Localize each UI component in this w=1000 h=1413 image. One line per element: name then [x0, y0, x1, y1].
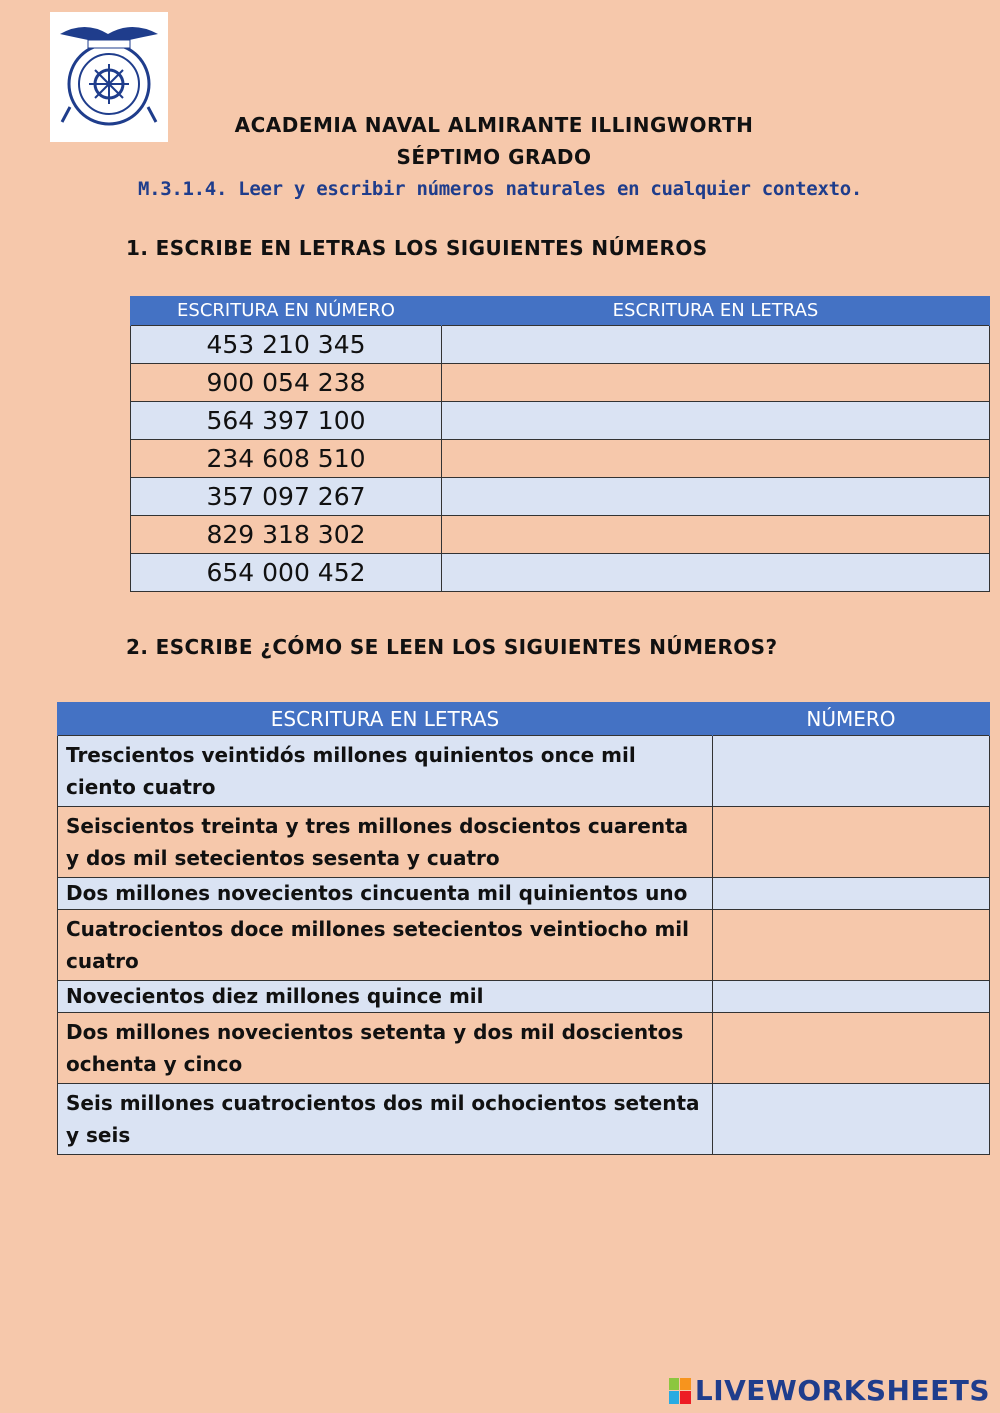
- answer-words-field[interactable]: [442, 478, 990, 516]
- words-cell: Novecientos diez millones quince mil: [58, 981, 713, 1013]
- answer-words-field[interactable]: [442, 364, 990, 402]
- table-row: [58, 1084, 990, 1155]
- answer-words-field[interactable]: [442, 554, 990, 592]
- answer-words-field[interactable]: [442, 516, 990, 554]
- table-row: [58, 878, 990, 910]
- answer-number-field[interactable]: [713, 878, 990, 910]
- table-row: [131, 440, 990, 478]
- logo-square: [680, 1378, 691, 1391]
- objective-text: M.3.1.4. Leer y escribir números naturales en cualquier contexto.: [137, 178, 863, 200]
- table-row: [131, 478, 990, 516]
- words-cell: Cuatrocientos doce millones setecientos veintiocho mil cuatro: [58, 910, 713, 981]
- column-header-number: NÚMERO: [713, 702, 990, 736]
- words-cell: Dos millones novecientos setenta y dos mil doscientos ochenta y cinco: [58, 1013, 713, 1084]
- answer-number-field[interactable]: [713, 1013, 990, 1084]
- brand-name: LIVEWORKSHEETS: [694, 1374, 990, 1407]
- table-header-row: [58, 702, 990, 736]
- number-cell: 234 608 510: [131, 440, 442, 478]
- table-row: [131, 516, 990, 554]
- table-row: [131, 554, 990, 592]
- section2-heading: 2. ESCRIBE ¿CÓMO SE LEEN LOS SIGUIENTES NÚMEROS?: [126, 635, 778, 659]
- number-cell: 357 097 267: [131, 478, 442, 516]
- answer-number-field[interactable]: [713, 981, 990, 1013]
- number-cell: 453 210 345: [131, 326, 442, 364]
- table-row: [131, 402, 990, 440]
- words-to-numbers-table: [57, 702, 990, 1155]
- words-cell: Seis millones cuatrocientos dos mil ochocientos setenta y seis: [58, 1084, 713, 1155]
- number-cell: 829 318 302: [131, 516, 442, 554]
- column-header-words: ESCRITURA EN LETRAS: [58, 702, 713, 736]
- table-row: [58, 910, 990, 981]
- logo-square: [669, 1391, 680, 1404]
- answer-words-field[interactable]: [442, 440, 990, 478]
- column-header-words: ESCRITURA EN LETRAS: [442, 296, 990, 326]
- table-header-row: [131, 296, 990, 326]
- table-row: [131, 364, 990, 402]
- table-row: [58, 1013, 990, 1084]
- logo-square: [680, 1391, 691, 1404]
- table-row: [58, 736, 990, 807]
- number-cell: 654 000 452: [131, 554, 442, 592]
- number-cell: 900 054 238: [131, 364, 442, 402]
- answer-number-field[interactable]: [713, 807, 990, 878]
- answer-number-field[interactable]: [713, 1084, 990, 1155]
- number-cell: 564 397 100: [131, 402, 442, 440]
- answer-number-field[interactable]: [713, 910, 990, 981]
- answer-words-field[interactable]: [442, 326, 990, 364]
- table-row: [58, 807, 990, 878]
- school-name: ACADEMIA NAVAL ALMIRANTE ILLINGWORTH: [234, 113, 754, 137]
- words-cell: Trescientos veintidós millones quinientos once mil ciento cuatro: [58, 736, 713, 807]
- numbers-to-words-table: [130, 296, 990, 592]
- answer-words-field[interactable]: [442, 402, 990, 440]
- table-row: [131, 326, 990, 364]
- words-cell: Dos millones novecientos cincuenta mil quinientos uno: [58, 878, 713, 910]
- liveworksheets-logo-icon: [669, 1378, 691, 1404]
- grade-title: SÉPTIMO GRADO: [396, 145, 592, 169]
- words-cell: Seiscientos treinta y tres millones doscientos cuarenta y dos mil setecientos sesenta y cuatro: [58, 807, 713, 878]
- logo-square: [669, 1378, 680, 1391]
- section1-heading: 1. ESCRIBE EN LETRAS LOS SIGUIENTES NÚMEROS: [126, 236, 708, 260]
- liveworksheets-brand: [669, 1374, 990, 1407]
- column-header-number: ESCRITURA EN NÚMERO: [131, 296, 442, 326]
- table-row: [58, 981, 990, 1013]
- answer-number-field[interactable]: [713, 736, 990, 807]
